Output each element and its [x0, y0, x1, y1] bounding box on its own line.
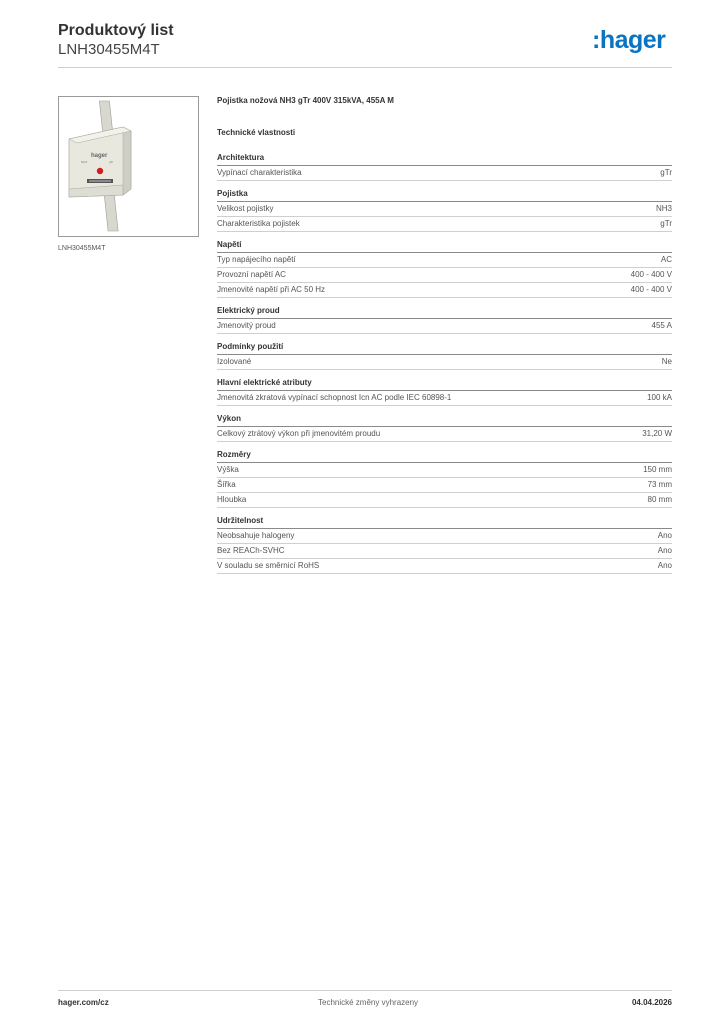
specs-content: [217, 96, 672, 582]
image-brand-label: hager: [91, 153, 108, 159]
spec-row: [217, 427, 672, 442]
spec-value: Ano: [657, 531, 672, 540]
spec-value: gTr: [660, 168, 672, 177]
spec-label: Jmenovité napětí při AC 50 Hz: [217, 285, 326, 294]
spec-value: 73 mm: [647, 480, 672, 489]
spec-label: Jmenovitý proud: [217, 321, 276, 330]
spec-value: 31,20 W: [642, 429, 672, 438]
hager-logo: [592, 26, 665, 55]
spec-label: Provozní napětí AC: [217, 270, 286, 279]
spec-row: [217, 253, 672, 268]
spec-value: 400 - 400 V: [630, 285, 672, 294]
spec-value: NH3: [655, 204, 672, 213]
spec-label: Velikost pojistky: [217, 204, 274, 213]
spec-value: AC: [660, 255, 672, 264]
spec-label: Hloubka: [217, 495, 247, 504]
spec-group-title: Hlavní elektrické atributy: [217, 378, 672, 391]
logo-text: hager: [599, 26, 666, 54]
spec-group: [217, 414, 672, 442]
footer-divider: [58, 990, 672, 991]
footer-date: 04.04.2026: [631, 998, 672, 1007]
spec-group-title: Výkon: [217, 414, 672, 427]
spec-label: Jmenovitá zkratová vypínací schopnost Icn AC podle IEC 60898-1: [217, 393, 452, 402]
spec-group-title: Pojistka: [217, 189, 672, 202]
tech-properties-heading: Technické vlastnosti: [217, 128, 296, 137]
spec-value: 400 - 400 V: [630, 270, 672, 279]
spec-label: Vypínací charakteristika: [217, 168, 302, 177]
product-code-header: LNH30455M4T: [58, 41, 160, 58]
product-image: [58, 96, 199, 237]
spec-label: V souladu se směrnicí RoHS: [217, 561, 320, 570]
spec-label: Celkový ztrátový výkon při jmenovitém proudu: [217, 429, 381, 438]
spec-row: [217, 166, 672, 181]
spec-row: [217, 529, 672, 544]
spec-row: [217, 559, 672, 574]
indicator-dot: [97, 168, 103, 174]
page-title: Produktový list: [58, 22, 174, 39]
image-label-line-2: gTr: [109, 160, 114, 164]
spec-group-title: Napětí: [217, 240, 672, 253]
spec-value: Ano: [657, 561, 672, 570]
spec-groups: [217, 153, 672, 574]
spec-group: [217, 189, 672, 232]
spec-group: [217, 153, 672, 181]
spec-value: 455 A: [651, 321, 672, 330]
spec-label: Neobsahuje halogeny: [217, 531, 295, 540]
spec-group-title: Podmínky použití: [217, 342, 672, 355]
spec-label: Charakteristika pojistek: [217, 219, 300, 228]
spec-row: [217, 268, 672, 283]
spec-value: gTr: [660, 219, 672, 228]
footer-website-link[interactable]: hager.com/cz: [58, 998, 109, 1007]
spec-group-title: Rozměry: [217, 450, 672, 463]
spec-value: 100 kA: [647, 393, 672, 402]
spec-label: Výška: [217, 465, 239, 474]
image-caption: LNH30455M4T: [58, 245, 106, 252]
spec-label: Šířka: [217, 480, 236, 489]
spec-row: [217, 217, 672, 232]
spec-group-title: Udržitelnost: [217, 516, 672, 529]
logo-colon: :: [592, 26, 600, 54]
image-label-line-1: NH3: [81, 160, 88, 164]
spec-value: 80 mm: [647, 495, 672, 504]
footer-note: Technické změny vyhrazeny: [318, 998, 419, 1007]
spec-row: [217, 478, 672, 493]
spec-row: [217, 544, 672, 559]
spec-group-title: Architektura: [217, 153, 672, 166]
spec-value: Ano: [657, 546, 672, 555]
spec-row: [217, 202, 672, 217]
spec-label: Bez REACh-SVHC: [217, 546, 285, 555]
spec-group: [217, 450, 672, 508]
spec-row: [217, 355, 672, 370]
spec-row: [217, 319, 672, 334]
spec-label: Izolované: [217, 357, 252, 366]
spec-group: [217, 306, 672, 334]
header-divider: [58, 67, 672, 68]
spec-row: [217, 283, 672, 298]
product-description: Pojistka nožová NH3 gTr 400V 315kVA, 455A M: [217, 96, 394, 105]
spec-group: [217, 240, 672, 298]
spec-label: Typ napájecího napětí: [217, 255, 296, 264]
spec-group: [217, 378, 672, 406]
spec-value: 150 mm: [643, 465, 672, 474]
spec-value: Ne: [661, 357, 672, 366]
fuse-illustration: [59, 97, 198, 236]
spec-group-title: Elektrický proud: [217, 306, 672, 319]
spec-row: [217, 493, 672, 508]
spec-group: [217, 516, 672, 574]
spec-group: [217, 342, 672, 370]
spec-row: [217, 391, 672, 406]
spec-row: [217, 463, 672, 478]
